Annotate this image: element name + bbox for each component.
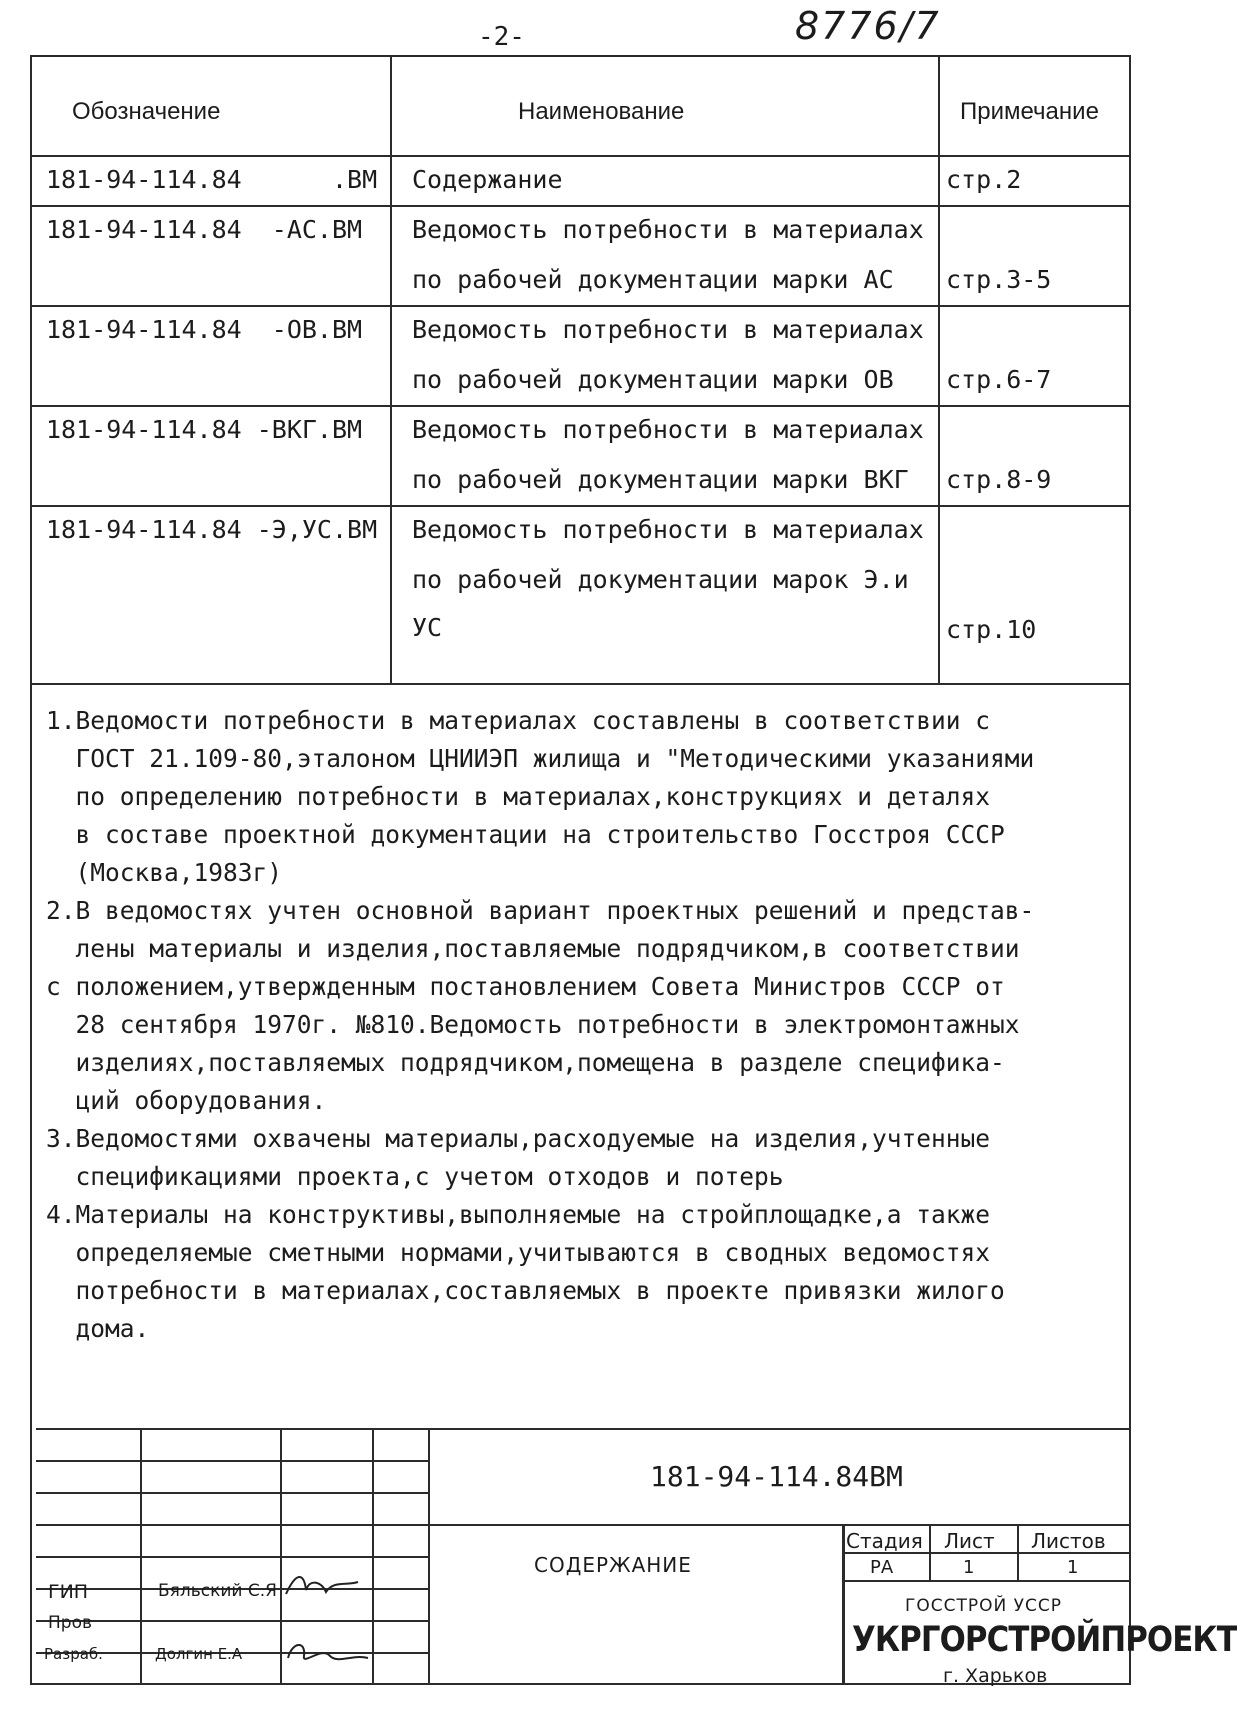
row-name-line: Ведомость потребности в материалах <box>412 415 924 444</box>
row-name-line: Ведомость потребности в материалах <box>412 515 924 544</box>
row-code: 181-94-114.84 .ВМ <box>46 165 378 194</box>
row-name-line: по рабочей документации марки ОВ <box>412 365 894 394</box>
archive-number: 8776/7 <box>795 4 941 48</box>
stage-label: Стадия <box>846 1529 923 1553</box>
row-note: стр.10 <box>946 615 1037 644</box>
title-grid-line <box>842 1524 845 1685</box>
note-line: в составе проектной документации на строительство Госстроя СССР <box>46 820 1005 849</box>
note-line: 28 сентября 1970г. №810.Ведомость потребности в электромонтажных <box>46 1010 1020 1039</box>
row-note: стр.3-5 <box>946 265 1052 294</box>
title-block-top <box>36 1428 1131 1430</box>
title-grid-line <box>36 1620 428 1622</box>
note-line: 4.Материалы на конструктивы,выполняемые на стройплощадке,а также <box>46 1200 991 1229</box>
title-grid-line <box>428 1428 430 1685</box>
row-name-line: Ведомость потребности в материалах <box>412 215 924 244</box>
title-grid-line <box>36 1492 428 1494</box>
col-header-designation: Обозначение <box>72 98 221 125</box>
signature-icon <box>282 1636 372 1670</box>
row-name-line: Содержание <box>412 165 563 194</box>
document-code: 181-94-114.84ВМ <box>650 1460 903 1493</box>
sheet-title: СОДЕРЖАНИЕ <box>534 1553 692 1577</box>
row-name-line: УС <box>412 613 443 642</box>
row-name-line: по рабочей документации марок Э.и <box>412 565 909 594</box>
note-line: изделиях,поставляемых подрядчиком,помещена в разделе специфика- <box>46 1048 1005 1077</box>
row-code: 181-94-114.84 -Э,УС.ВМ <box>46 515 378 544</box>
note-line: потребности в материалах,составляемых в проекте привязки жилого <box>46 1276 1005 1305</box>
notes-block <box>46 702 1106 1348</box>
signature-icon <box>282 1568 362 1602</box>
title-grid-line <box>842 1580 1131 1582</box>
row-name-line: по рабочей документации марки АС <box>412 265 894 294</box>
sheets-label: Листов <box>1031 1529 1106 1553</box>
table-column-divider <box>938 55 940 685</box>
sheet-label: Лист <box>944 1529 995 1553</box>
role-razrab: Разраб. <box>44 1645 103 1663</box>
title-grid-line <box>1017 1524 1019 1580</box>
title-grid-line <box>428 1524 1131 1526</box>
row-code: 181-94-114.84 -АС.ВМ <box>46 215 363 244</box>
row-code: 181-94-114.84 -ОВ.ВМ <box>46 315 363 344</box>
note-line: с положением,утвержденным постановлением Совета Министров СССР от <box>46 972 1005 1001</box>
role-gip: ГИП <box>48 1581 89 1603</box>
note-line: по определению потребности в материалах,конструкциях и деталях <box>46 782 991 811</box>
table-bottom-divider <box>30 683 1131 685</box>
note-line: спецификациями проекта,с учетом отходов и потерь <box>46 1162 784 1191</box>
title-grid-line <box>36 1556 428 1558</box>
role-prov: Пров <box>48 1613 92 1633</box>
note-line: лены материалы и изделия,поставляемые подрядчиком,в соответствии <box>46 934 1020 963</box>
sheet-value: 1 <box>963 1557 975 1578</box>
title-grid-line <box>36 1460 428 1462</box>
stage-value: РА <box>870 1557 894 1578</box>
note-line: определяемые сметными нормами,учитываются в сводных ведомостях <box>46 1238 991 1267</box>
title-grid-line <box>36 1524 428 1526</box>
sheets-value: 1 <box>1067 1557 1079 1578</box>
name-razrab: Долгин Е.А <box>155 1645 243 1663</box>
note-line: ций оборудования. <box>46 1086 327 1115</box>
title-grid-line <box>929 1524 931 1580</box>
row-note: стр.8-9 <box>946 465 1052 494</box>
org-city: г. Харьков <box>943 1665 1048 1687</box>
col-header-name: Наименование <box>518 98 685 125</box>
row-name-line: Ведомость потребности в материалах <box>412 315 924 344</box>
note-line: (Москва,1983г) <box>46 858 283 887</box>
note-line: 2.В ведомостях учтен основной вариант проектных решений и представ- <box>46 896 1035 925</box>
row-note: стр.2 <box>946 165 1022 194</box>
row-code: 181-94-114.84 -ВКГ.ВМ <box>46 415 363 444</box>
name-gip: Бяльский С.Я <box>158 1581 277 1601</box>
row-note: стр.6-7 <box>946 365 1052 394</box>
org-line1: ГОССТРОЙ УССР <box>905 1596 1062 1616</box>
note-line: ГОСТ 21.109-80,эталоном ЦНИИЭП жилища и "Методическими указаниями <box>46 744 1035 773</box>
row-name-line: по рабочей документации марки ВКГ <box>412 465 909 494</box>
org-name: УКРГОРСТРОЙПРОЕКТ <box>852 1620 1237 1660</box>
note-line: 3.Ведомостями охвачены материалы,расходуемые на изделия,учтенные <box>46 1124 991 1153</box>
table-column-divider <box>390 55 392 685</box>
note-line: 1.Ведомости потребности в материалах составлены в соответствии с <box>46 706 991 735</box>
note-line: дома. <box>46 1314 150 1343</box>
contents-table <box>30 55 1131 685</box>
page-marker: -2- <box>478 22 525 52</box>
col-header-note: Примечание <box>960 98 1099 125</box>
